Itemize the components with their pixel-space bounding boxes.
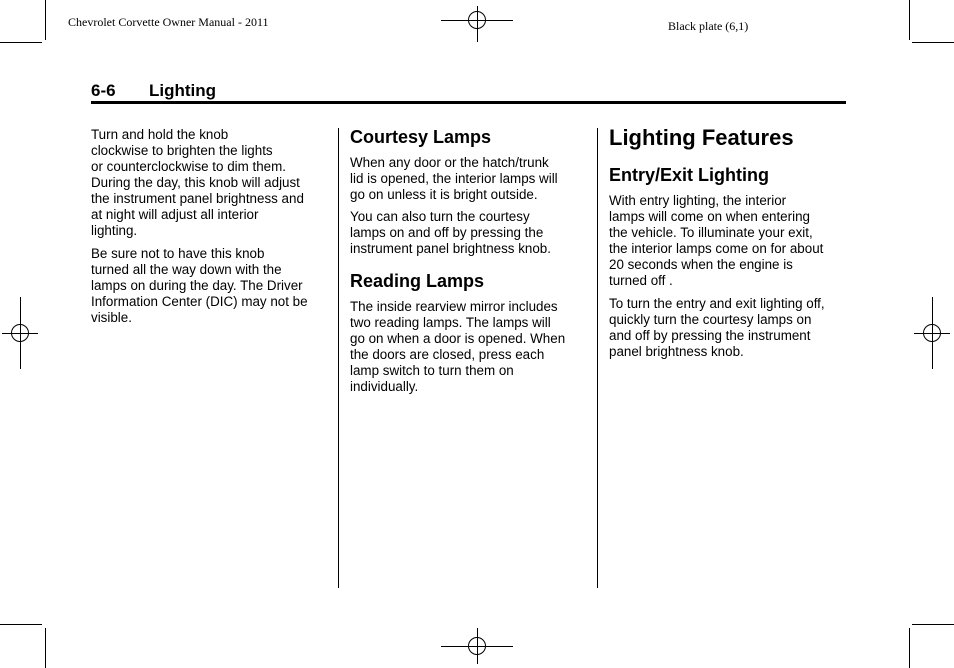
crop-mark-bottom-right-h bbox=[912, 624, 954, 625]
crop-mark-bottom-right-v bbox=[909, 628, 910, 668]
reading-lamps-heading: Reading Lamps bbox=[350, 271, 485, 291]
crop-mark-bottom-left-h bbox=[0, 624, 42, 625]
crop-mark-top-right-h bbox=[912, 42, 954, 43]
column1-paragraph-2: Be sure not to have this knob turned all the way down with the lamps on during the day. The Driver Information Center (DIC) may not be visible. bbox=[91, 246, 308, 325]
crop-mark-top-right-v bbox=[909, 0, 910, 40]
entry-exit-lighting-heading: Entry/Exit Lighting bbox=[609, 165, 769, 185]
lighting-features-heading: Lighting Features bbox=[609, 125, 794, 150]
section-number: 6-6 bbox=[91, 81, 116, 100]
plate-label: Black plate (6,1) bbox=[668, 19, 749, 33]
courtesy-lamps-heading: Courtesy Lamps bbox=[350, 127, 492, 147]
entry-exit-paragraph-2: To turn the entry and exit lighting off, quickly turn the courtesy lamps on and off by pressing the instrument panel brightness knob. bbox=[609, 296, 825, 359]
section-header bbox=[91, 80, 216, 102]
reading-lamps-paragraph: The inside rearview mirror includes two reading lamps. The lamps will go on when a door is opened. When the doors are closed, press each lamp switch to turn them on individually. bbox=[350, 299, 566, 394]
crop-mark-top-left-h bbox=[0, 42, 42, 43]
crop-mark-top-left-v bbox=[45, 0, 46, 40]
column-divider-2 bbox=[597, 128, 598, 588]
column-divider-1 bbox=[338, 128, 339, 588]
courtesy-lamps-paragraph-2: You can also turn the courtesy lamps on and off by pressing the instrument panel brightness knob. bbox=[350, 209, 551, 256]
crop-mark-bottom-left-v bbox=[45, 628, 46, 668]
column1-paragraph-1: Turn and hold the knob clockwise to brighten the lights or counterclockwise to dim them. During the day, this knob will adjust the instrument panel brightness and at night will adjust all interior lighting. bbox=[91, 127, 304, 238]
section-rule bbox=[91, 101, 846, 104]
courtesy-lamps-paragraph-1: When any door or the hatch/trunk lid is opened, the interior lamps will go on unless it is bright outside. bbox=[350, 155, 558, 202]
manual-title: Chevrolet Corvette Owner Manual - 2011 bbox=[68, 15, 269, 29]
section-title: Lighting bbox=[149, 81, 217, 100]
entry-exit-paragraph-1: With entry lighting, the interior lamps will come on when entering the vehicle. To illuminate your exit, the interior lamps come on for about 20 seconds when the engine is turned off . bbox=[609, 193, 824, 288]
